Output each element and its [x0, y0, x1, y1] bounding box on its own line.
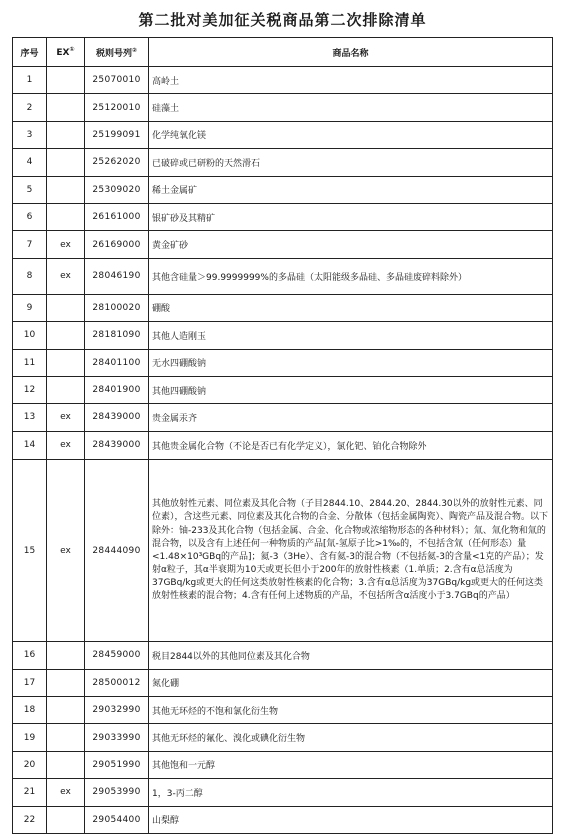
row-ex — [47, 149, 85, 176]
table-row — [13, 258, 553, 294]
table-row — [13, 176, 553, 203]
row-ex — [47, 94, 85, 121]
row-code: 28439000 — [85, 404, 149, 431]
row-code: 28401100 — [85, 349, 149, 376]
row-name: 黄金矿砂 — [149, 231, 553, 258]
row-ex — [47, 751, 85, 778]
row-ex — [47, 349, 85, 376]
table-row — [13, 231, 553, 258]
table-row — [13, 203, 553, 230]
row-code: 28459000 — [85, 642, 149, 669]
header-ex: EX① — [47, 38, 85, 67]
table-row — [13, 642, 553, 669]
row-name: 无水四硼酸钠 — [149, 349, 553, 376]
row-no: 18 — [13, 696, 47, 723]
table-row — [13, 349, 553, 376]
row-code: 28401900 — [85, 376, 149, 403]
row-code: 25120010 — [85, 94, 149, 121]
row-code: 25070010 — [85, 67, 149, 94]
row-ex — [47, 322, 85, 349]
table-row — [13, 149, 553, 176]
row-no: 7 — [13, 231, 47, 258]
table-row — [13, 724, 553, 751]
row-code: 26169000 — [85, 231, 149, 258]
row-code: 26161000 — [85, 203, 149, 230]
table-row — [13, 121, 553, 148]
page-title: 第二批对美加征关税商品第二次排除清单 — [138, 11, 427, 29]
row-no: 10 — [13, 322, 47, 349]
row-ex: ex — [47, 258, 85, 294]
row-ex — [47, 724, 85, 751]
table-header-row — [13, 38, 553, 67]
row-ex: ex — [47, 779, 85, 806]
row-ex: ex — [47, 431, 85, 460]
row-name: 其他人造刚玉 — [149, 322, 553, 349]
table-row — [13, 94, 553, 121]
header-ex-footnote-mark: ① — [69, 46, 75, 53]
row-name: 氮化硼 — [149, 669, 553, 696]
row-name: 硼酸 — [149, 294, 553, 321]
row-no: 2 — [13, 94, 47, 121]
table-row — [13, 294, 553, 321]
row-code: 29032990 — [85, 696, 149, 723]
row-name: 其他四硼酸钠 — [149, 376, 553, 403]
table-row — [13, 460, 553, 642]
row-name: 银矿砂及其精矿 — [149, 203, 553, 230]
row-name: 山梨醇 — [149, 806, 553, 833]
row-ex — [47, 669, 85, 696]
row-no: 12 — [13, 376, 47, 403]
row-name: 其他贵金属化合物（不论是否已有化学定义），氯化钯、铂化合物除外 — [149, 431, 553, 460]
row-ex — [47, 294, 85, 321]
row-name: 其他放射性元素、同位素及其化合物（子目2844.10、2844.20、2844.30以外的放射性元素、同位素），含这些元素、同位素及其化合物的合金、分散体（包括金属陶瓷）、陶瓷产品及混合物。以下除外：铀-233及其化合物（包括金属、合金、化合物或浓缩物形态的各种材料）；氚、氚化物和氚的混合物，以及含有上述任何一种物质的产品[氚-氢原子比>1‰的，不包括含氚（任何形态）量<1.48×10³GBq的产品]；氦-3（3He）、含有氦-3的混合物（不包括氦-3的含量<1克的产品）；发射α粒子，其α半衰期为10天或更长但小于200年的放射性核素（1.单质；2.含有α总活度为37GBq/kg或更大的任何这类放射性核素的化合物；3.含有α总活度为37GBq/kg或更大的任何这类放射性核素的混合物；4.含有任何上述物质的产品，不包括所含α活度小于3.7GBq的产品） — [149, 460, 553, 642]
row-ex — [47, 376, 85, 403]
row-name: 稀土金属矿 — [149, 176, 553, 203]
row-no: 11 — [13, 349, 47, 376]
row-ex: ex — [47, 460, 85, 642]
row-no: 19 — [13, 724, 47, 751]
row-name: 其他无环烃的氟化、溴化或碘化衍生物 — [149, 724, 553, 751]
table-row — [13, 431, 553, 460]
row-no: 15 — [13, 460, 47, 642]
row-code: 29053990 — [85, 779, 149, 806]
row-code: 25309020 — [85, 176, 149, 203]
table-row — [13, 751, 553, 778]
table-row — [13, 696, 553, 723]
row-code: 29033990 — [85, 724, 149, 751]
row-ex — [47, 203, 85, 230]
row-ex — [47, 67, 85, 94]
row-no: 6 — [13, 203, 47, 230]
table-row — [13, 404, 553, 431]
row-code: 25262020 — [85, 149, 149, 176]
table-row — [13, 67, 553, 94]
row-no: 14 — [13, 431, 47, 460]
row-no: 13 — [13, 404, 47, 431]
header-name: 商品名称 — [149, 38, 553, 67]
row-code: 25199091 — [85, 121, 149, 148]
exclusion-list-table — [12, 37, 553, 834]
row-no: 21 — [13, 779, 47, 806]
header-code-footnote-mark: ② — [131, 46, 138, 54]
row-name: 税目2844以外的其他同位素及其化合物 — [149, 642, 553, 669]
row-no: 20 — [13, 751, 47, 778]
row-name: 化学纯氧化镁 — [149, 121, 553, 148]
row-code: 28444090 — [85, 460, 149, 642]
row-ex — [47, 642, 85, 669]
row-name: 其他无环烃的不饱和氯化衍生物 — [149, 696, 553, 723]
row-code: 29054400 — [85, 806, 149, 833]
row-name: 其他含硅量＞99.9999999%的多晶硅（太阳能级多晶硅、多晶硅废碎料除外） — [149, 258, 553, 294]
row-code: 28046190 — [85, 258, 149, 294]
row-ex: ex — [47, 231, 85, 258]
row-no: 22 — [13, 806, 47, 833]
row-code: 28439000 — [85, 431, 149, 460]
header-code: 税则号列② — [85, 38, 149, 67]
row-no: 5 — [13, 176, 47, 203]
row-ex — [47, 176, 85, 203]
row-code: 28500012 — [85, 669, 149, 696]
table-row — [13, 322, 553, 349]
row-name: 其他饱和一元醇 — [149, 751, 553, 778]
table-row — [13, 669, 553, 696]
row-name: 1，3-丙二醇 — [149, 779, 553, 806]
row-no: 3 — [13, 121, 47, 148]
table-row — [13, 779, 553, 806]
header-no: 序号 — [13, 38, 47, 67]
row-ex — [47, 696, 85, 723]
row-no: 1 — [13, 67, 47, 94]
row-ex: ex — [47, 404, 85, 431]
row-code: 28100020 — [85, 294, 149, 321]
row-name: 高岭土 — [149, 67, 553, 94]
table-row — [13, 376, 553, 403]
row-ex — [47, 806, 85, 833]
row-name: 已破碎或已研粉的天然滑石 — [149, 149, 553, 176]
row-code: 28181090 — [85, 322, 149, 349]
row-no: 9 — [13, 294, 47, 321]
table-row — [13, 806, 553, 833]
row-no: 17 — [13, 669, 47, 696]
row-ex — [47, 121, 85, 148]
row-name: 硅藻土 — [149, 94, 553, 121]
row-no: 16 — [13, 642, 47, 669]
row-name: 贵金属汞齐 — [149, 404, 553, 431]
row-code: 29051990 — [85, 751, 149, 778]
row-no: 8 — [13, 258, 47, 294]
row-no: 4 — [13, 149, 47, 176]
